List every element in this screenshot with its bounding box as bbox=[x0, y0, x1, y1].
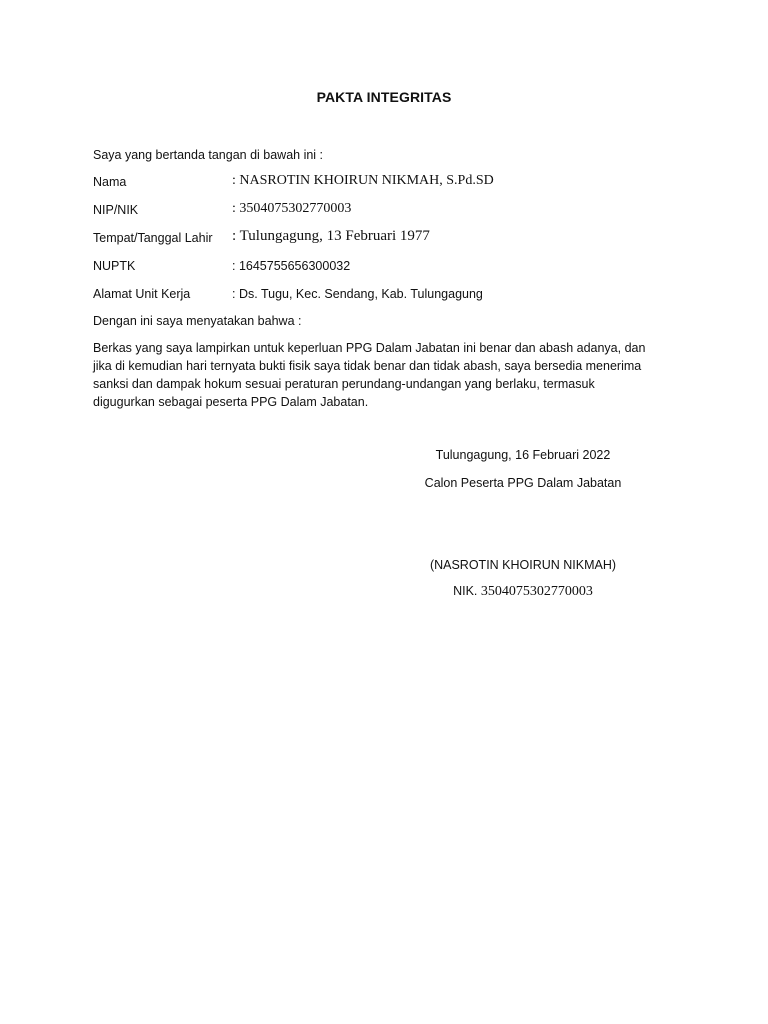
field-value-nip-nik: : 3504075302770003 bbox=[232, 201, 352, 216]
field-label-nip-nik: NIP/NIK bbox=[93, 203, 139, 217]
field-label-nuptk: NUPTK bbox=[93, 259, 136, 273]
statement-line: Berkas yang saya lampirkan untuk keperluan PPG Dalam Jabatan ini benar dan abash adanya, dan bbox=[93, 341, 646, 355]
statement-line: sanksi dan dampak hokum sesuai peraturan perundang-undangan yang berlaku, termasuk bbox=[93, 377, 595, 391]
signature-nik-value: 3504075302770003 bbox=[480, 584, 593, 599]
field-value-tempat-tanggal-lahir: : Tulungagung, 13 Februari 1977 bbox=[232, 228, 430, 244]
field-label-alamat-unit-kerja: Alamat Unit Kerja bbox=[93, 287, 191, 301]
statement-paragraph bbox=[93, 339, 673, 411]
signature-nik bbox=[400, 584, 646, 600]
document-title: PAKTA INTEGRITAS bbox=[316, 89, 452, 105]
statement-line: digugurkan sebagai peserta PPG Dalam Jabatan. bbox=[93, 395, 369, 409]
signature-name: (NASROTIN KHOIRUN NIKMAH) bbox=[429, 558, 617, 572]
statement-line: jika di kemudian hari ternyata bukti fisik saya tidak benar dan tidak abash, saya bersedia menerima bbox=[93, 359, 642, 373]
statement-intro: Dengan ini saya menyatakan bahwa : bbox=[93, 314, 302, 328]
intro-text: Saya yang bertanda tangan di bawah ini : bbox=[93, 148, 324, 162]
field-value-nama: : NASROTIN KHOIRUN NIKMAH, S.Pd.SD bbox=[232, 173, 494, 188]
field-value-alamat-unit-kerja: : Ds. Tugu, Kec. Sendang, Kab. Tulungagung bbox=[232, 287, 483, 301]
field-label-tempat-tanggal-lahir: Tempat/Tanggal Lahir bbox=[93, 231, 213, 245]
signature-place-date: Tulungagung, 16 Februari 2022 bbox=[435, 448, 611, 462]
signature-nik-label: NIK. bbox=[453, 584, 478, 598]
field-label-nama: Nama bbox=[93, 175, 127, 189]
signature-role: Calon Peserta PPG Dalam Jabatan bbox=[424, 476, 622, 490]
field-value-nuptk: : 1645755656300032 bbox=[232, 259, 351, 273]
